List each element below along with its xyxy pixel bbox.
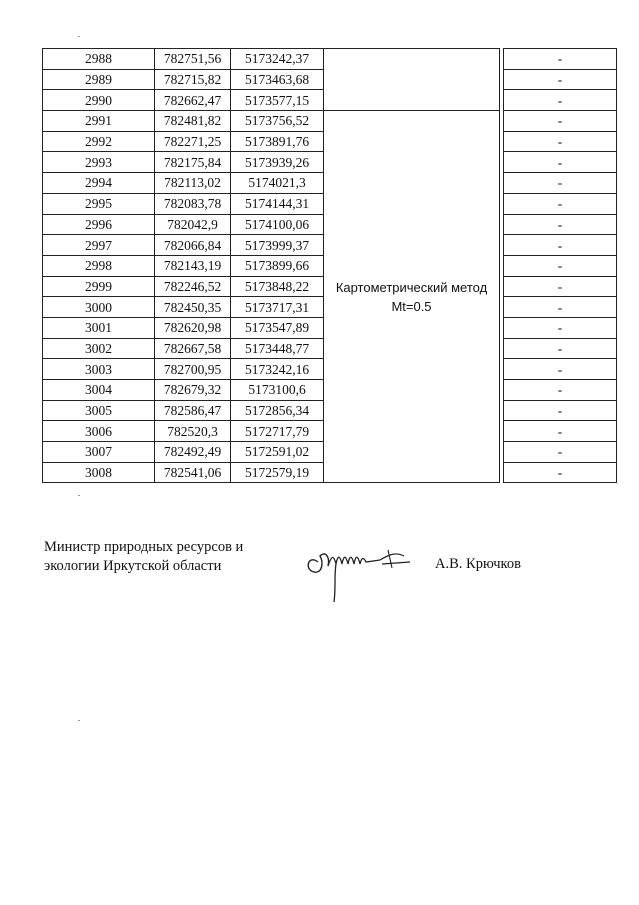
y-coordinate-cell: 5172717,79 bbox=[231, 421, 324, 442]
y-coordinate-cell: 5173939,26 bbox=[231, 152, 324, 173]
x-coordinate-cell: 782541,06 bbox=[155, 462, 231, 483]
value-cell: - bbox=[504, 338, 617, 359]
point-number-cell: 2991 bbox=[43, 111, 155, 132]
value-cell: - bbox=[504, 90, 617, 111]
handwritten-signature bbox=[300, 532, 420, 607]
signatory-title-line-1: Министр природных ресурсов и bbox=[44, 539, 244, 555]
point-number-cell: 2993 bbox=[43, 152, 155, 173]
x-coordinate-cell: 782042,9 bbox=[155, 214, 231, 235]
scan-speck bbox=[78, 495, 80, 496]
value-cell: - bbox=[504, 173, 617, 194]
y-coordinate-cell: 5173891,76 bbox=[231, 131, 324, 152]
point-number-cell: 2992 bbox=[43, 131, 155, 152]
x-coordinate-cell: 782175,84 bbox=[155, 152, 231, 173]
value-cell: - bbox=[504, 359, 617, 380]
y-coordinate-cell: 5174100,06 bbox=[231, 214, 324, 235]
method-accuracy: Mt=0.5 bbox=[391, 298, 432, 314]
x-coordinate-cell: 782492,49 bbox=[155, 442, 231, 463]
point-number-cell: 2997 bbox=[43, 235, 155, 256]
y-coordinate-cell: 5174144,31 bbox=[231, 193, 324, 214]
signatory-title bbox=[44, 538, 243, 576]
x-coordinate-cell: 782715,82 bbox=[155, 69, 231, 90]
x-coordinate-cell: 782246,52 bbox=[155, 276, 231, 297]
point-number-cell: 3004 bbox=[43, 380, 155, 401]
y-coordinate-cell: 5174021,3 bbox=[231, 173, 324, 194]
method-name: Картометрический метод bbox=[335, 279, 488, 295]
x-coordinate-cell: 782143,19 bbox=[155, 255, 231, 276]
x-coordinate-cell: 782066,84 bbox=[155, 235, 231, 256]
value-cell: - bbox=[504, 235, 617, 256]
y-coordinate-cell: 5173756,52 bbox=[231, 111, 324, 132]
value-cell: - bbox=[504, 131, 617, 152]
value-cell: - bbox=[504, 421, 617, 442]
point-number-cell: 3006 bbox=[43, 421, 155, 442]
x-coordinate-cell: 782667,58 bbox=[155, 338, 231, 359]
point-number-cell: 3002 bbox=[43, 338, 155, 359]
y-coordinate-cell: 5173242,16 bbox=[231, 359, 324, 380]
point-number-cell: 2996 bbox=[43, 214, 155, 235]
value-cell: - bbox=[504, 462, 617, 483]
value-cell: - bbox=[504, 380, 617, 401]
x-coordinate-cell: 782113,02 bbox=[155, 173, 231, 194]
x-coordinate-cell: 782700,95 bbox=[155, 359, 231, 380]
table-row bbox=[43, 111, 617, 132]
signatory-name: А.В. Крючков bbox=[435, 556, 521, 572]
point-number-cell: 2988 bbox=[43, 49, 155, 70]
point-number-cell: 3000 bbox=[43, 297, 155, 318]
x-coordinate-cell: 782620,98 bbox=[155, 317, 231, 338]
point-number-cell: 3007 bbox=[43, 442, 155, 463]
coordinates-table bbox=[42, 48, 617, 483]
x-coordinate-cell: 782679,32 bbox=[155, 380, 231, 401]
y-coordinate-cell: 5173848,22 bbox=[231, 276, 324, 297]
point-number-cell: 2994 bbox=[43, 173, 155, 194]
value-cell: - bbox=[504, 400, 617, 421]
x-coordinate-cell: 782083,78 bbox=[155, 193, 231, 214]
value-cell: - bbox=[504, 276, 617, 297]
point-number-cell: 3001 bbox=[43, 317, 155, 338]
x-coordinate-cell: 782662,47 bbox=[155, 90, 231, 111]
x-coordinate-cell: 782520,3 bbox=[155, 421, 231, 442]
value-cell: - bbox=[504, 111, 617, 132]
y-coordinate-cell: 5173577,15 bbox=[231, 90, 324, 111]
y-coordinate-cell: 5173717,31 bbox=[231, 297, 324, 318]
point-number-cell: 2998 bbox=[43, 255, 155, 276]
value-cell: - bbox=[504, 214, 617, 235]
point-number-cell: 2990 bbox=[43, 90, 155, 111]
y-coordinate-cell: 5172856,34 bbox=[231, 400, 324, 421]
x-coordinate-cell: 782271,25 bbox=[155, 131, 231, 152]
y-coordinate-cell: 5173999,37 bbox=[231, 235, 324, 256]
y-coordinate-cell: 5172591,02 bbox=[231, 442, 324, 463]
x-coordinate-cell: 782481,82 bbox=[155, 111, 231, 132]
y-coordinate-cell: 5173899,66 bbox=[231, 255, 324, 276]
x-coordinate-cell: 782450,35 bbox=[155, 297, 231, 318]
y-coordinate-cell: 5172579,19 bbox=[231, 462, 324, 483]
method-cell bbox=[324, 111, 500, 483]
scan-speck bbox=[78, 36, 80, 37]
signatory-title-line-2: экологии Иркутской области bbox=[44, 558, 222, 574]
point-number-cell: 3008 bbox=[43, 462, 155, 483]
point-number-cell: 3005 bbox=[43, 400, 155, 421]
y-coordinate-cell: 5173100,6 bbox=[231, 380, 324, 401]
x-coordinate-cell: 782586,47 bbox=[155, 400, 231, 421]
point-number-cell: 3003 bbox=[43, 359, 155, 380]
value-cell: - bbox=[504, 69, 617, 90]
point-number-cell: 2995 bbox=[43, 193, 155, 214]
point-number-cell: 2999 bbox=[43, 276, 155, 297]
y-coordinate-cell: 5173242,37 bbox=[231, 49, 324, 70]
x-coordinate-cell: 782751,56 bbox=[155, 49, 231, 70]
value-cell: - bbox=[504, 442, 617, 463]
method-cell-empty bbox=[324, 49, 500, 111]
value-cell: - bbox=[504, 317, 617, 338]
scan-speck bbox=[78, 720, 80, 721]
value-cell: - bbox=[504, 297, 617, 318]
y-coordinate-cell: 5173448,77 bbox=[231, 338, 324, 359]
y-coordinate-cell: 5173547,89 bbox=[231, 317, 324, 338]
value-cell: - bbox=[504, 49, 617, 70]
coordinates-table-body bbox=[43, 49, 617, 483]
value-cell: - bbox=[504, 255, 617, 276]
value-cell: - bbox=[504, 193, 617, 214]
y-coordinate-cell: 5173463,68 bbox=[231, 69, 324, 90]
table-row bbox=[43, 49, 617, 70]
point-number-cell: 2989 bbox=[43, 69, 155, 90]
value-cell: - bbox=[504, 152, 617, 173]
